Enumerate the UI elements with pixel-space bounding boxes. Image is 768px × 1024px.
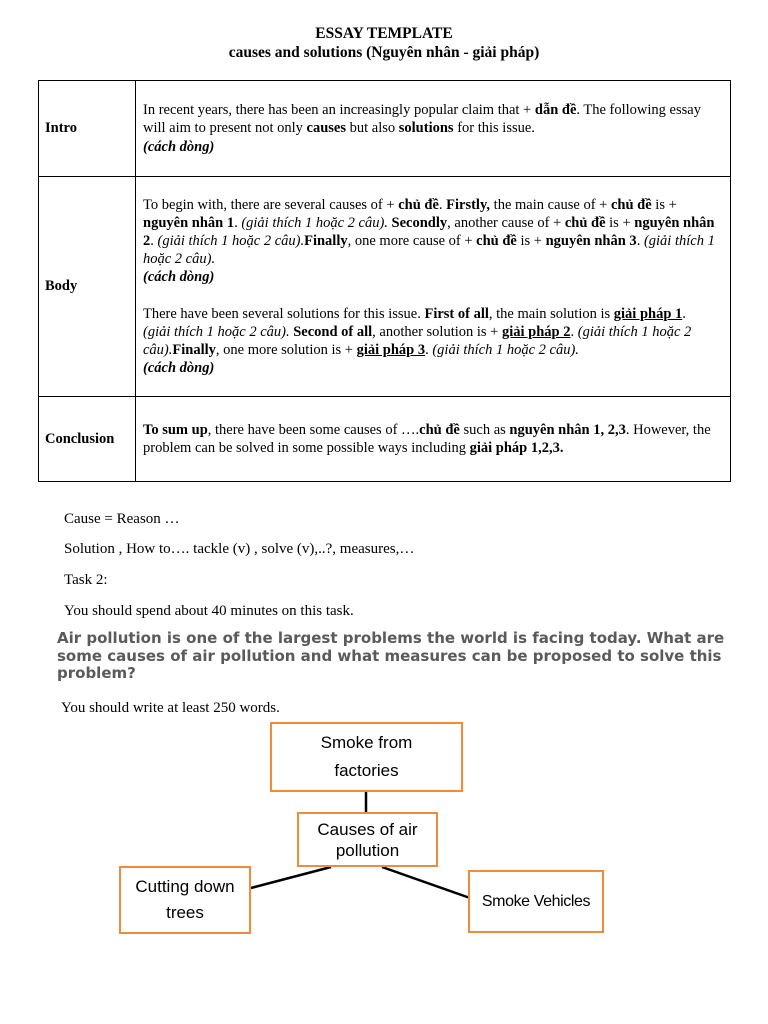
body-text: . (425, 342, 433, 358)
body-keyword: Second of all (293, 323, 373, 340)
essay-title: ESSAY TEMPLATE (315, 25, 453, 42)
body-explain-note: (giải thích 1 hoặc 2 câu). (241, 214, 388, 231)
conclusion-label: Conclusion (39, 397, 136, 482)
cause-note: Cause = Reason … (64, 511, 180, 527)
conclusion-row (39, 397, 731, 482)
body-keyword-underlined: giải pháp 3 (356, 342, 426, 358)
body-text: . (234, 214, 242, 231)
body-keyword-underlined: giải pháp 2 (501, 323, 571, 340)
body-line-break-note: (cách dòng) (143, 360, 215, 377)
body-text: . (682, 305, 686, 322)
body-explain-note: (giải thích 1 hoặc 2 câu). (157, 232, 305, 249)
body-keyword: nguyên nhân 2 (143, 214, 715, 249)
conclusion-text: , there have been some causes of …. (207, 421, 420, 438)
intro-keyword-topic: dẫn đề (534, 102, 577, 119)
body-text: , another cause of + (447, 214, 565, 231)
diagram-box-smoke-vehicles: Smoke Vehicles (468, 870, 604, 933)
body-explain-note: (giải thích 1 hoặc 2 câu). (143, 323, 290, 340)
body-text: is + (605, 214, 635, 231)
body-text: is + (516, 232, 546, 249)
solution-note: Solution , How to…. tackle (v) , solve (v),..?, measures,… (64, 541, 415, 557)
body-keyword: nguyên nhân 1 (143, 214, 235, 231)
task-question: Air pollution is one of the largest problems the world is facing today. What are some causes of air pollution and what measures can be proposed to solve this problem? (57, 629, 725, 682)
connector-left (251, 867, 331, 888)
diagram-box-cutting-trees: Cutting down trees (119, 866, 251, 934)
body-text: , the main solution is (488, 305, 614, 322)
body-text: There have been several solutions for this issue. (143, 305, 425, 322)
body-text: . (150, 232, 158, 249)
body-keyword: chủ đề (564, 214, 606, 231)
intro-row (39, 81, 731, 177)
intro-text: for this issue. (453, 120, 535, 137)
intro-line-break-note: (cách dòng) (143, 138, 215, 155)
conclusion-keyword: To sum up (143, 421, 208, 438)
intro-text: but also (346, 120, 399, 137)
body-text: . (438, 196, 447, 213)
body-keyword: nguyên nhân 3 (545, 232, 637, 249)
word-count-instruction: You should write at least 250 words. (61, 700, 280, 716)
diagram-box-smoke-factories: Smoke from factories (270, 722, 463, 792)
conclusion-keyword: giải pháp 1,2,3. (469, 440, 564, 456)
body-explain-note: (giải thích 1 hoặc 2 câu). (432, 342, 579, 358)
body-keyword: Finally (172, 342, 216, 358)
conclusion-keyword: nguyên nhân 1, 2,3 (509, 421, 626, 438)
body-label: Body (39, 177, 136, 397)
task-heading: Task 2: (64, 572, 108, 588)
body-keyword: Secondly (391, 214, 448, 231)
body-row (39, 177, 731, 397)
body-line-break-note: (cách dòng) (143, 269, 215, 286)
body-keyword: First of all (424, 305, 489, 322)
intro-text: . The following essay will aim to present not only (143, 102, 701, 137)
body-keyword: chủ đề (610, 196, 652, 213)
body-text: . (570, 323, 578, 340)
connector-right (382, 867, 470, 898)
intro-paragraph (143, 101, 716, 137)
diagram-box-causes-center: Causes of air pollution (297, 812, 438, 867)
intro-label: Intro (39, 81, 136, 177)
conclusion-paragraph (143, 421, 716, 457)
conclusion-text: . However, the problem can be solved in some possible ways including (143, 421, 711, 456)
time-instruction: You should spend about 40 minutes on this task. (64, 603, 354, 619)
body-content (136, 177, 731, 397)
body-keyword: Firstly, (446, 196, 491, 213)
body-text: , one more solution is + (215, 342, 357, 358)
body-causes-paragraph (143, 196, 716, 269)
body-keyword: chủ đề (398, 196, 439, 213)
body-solutions-paragraph (143, 305, 716, 360)
body-text: . (636, 232, 644, 249)
body-keyword: Finally (304, 232, 348, 249)
body-text: To begin with, there are several causes of + (143, 196, 399, 213)
body-text: the main cause of + (490, 196, 611, 213)
conclusion-text: such as (459, 421, 510, 438)
body-keyword: chủ đề (476, 232, 517, 249)
conclusion-content (136, 397, 731, 482)
template-table (38, 80, 731, 482)
essay-subtitle: causes and solutions (Nguyên nhân - giải pháp) (228, 44, 540, 61)
body-text: , one more cause of + (347, 232, 477, 249)
body-explain-note: (giải thích 1 hoặc 2 câu). (143, 232, 715, 268)
body-text: is + (651, 196, 677, 213)
conclusion-keyword: chủ đề (419, 421, 460, 438)
intro-text: In recent years, there has been an increasingly popular claim that + (143, 102, 535, 119)
body-keyword-underlined: giải pháp 1 (613, 305, 683, 322)
intro-keyword-causes: causes (306, 120, 346, 137)
body-text: , another solution is + (372, 323, 502, 340)
intro-keyword-solutions: solutions (398, 120, 454, 137)
intro-content (136, 81, 731, 177)
body-explain-note: (giải thích 1 hoặc 2 câu). (143, 323, 692, 358)
